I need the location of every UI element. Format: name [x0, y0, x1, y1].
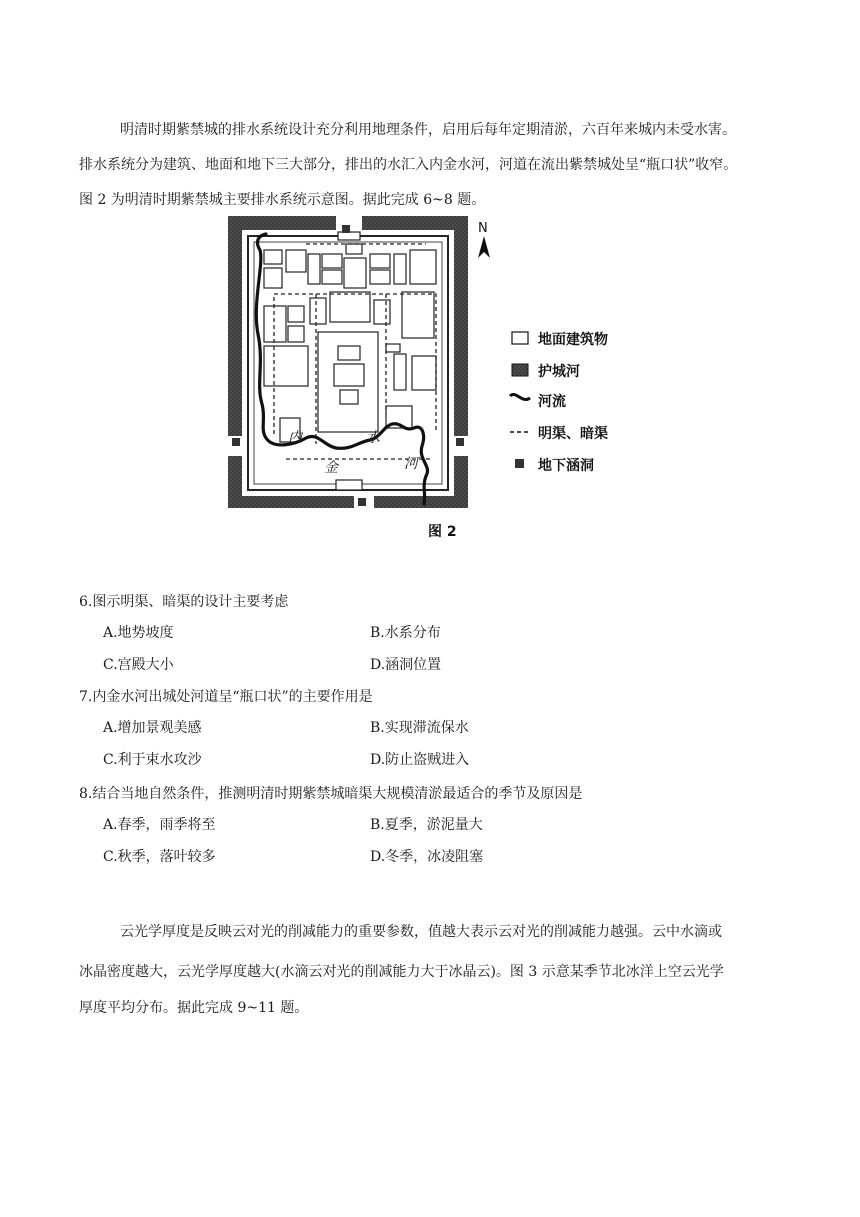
legend-label-channel: 明渠、暗渠: [538, 426, 608, 442]
question-8-stem: 8.结合当地自然条件，推测明清时期紫禁城暗渠大规模清淤最适合的季节及原因是: [79, 786, 583, 802]
legend-label-building: 地面建筑物: [538, 332, 608, 348]
river-char-2: 金: [324, 460, 338, 476]
legend-moat-icon: [512, 364, 528, 376]
figure-caption: 图 2: [428, 524, 457, 540]
passage1-line2: 排水系统分为建筑、地面和地下三大部分，排出的水汇入内金水河，河道在流出紫禁城处呈“瓶口状”收窄。: [79, 157, 738, 173]
svg-text:N: N: [478, 221, 488, 236]
q8-option-a[interactable]: A.春季，雨季将至: [103, 817, 216, 833]
question-7-stem: 7.内金水河出城处河道呈“瓶口状”的主要作用是: [79, 689, 373, 705]
q6-option-c[interactable]: C.宫殿大小: [103, 657, 174, 673]
passage2-line3: 厚度平均分布。据此完成 9~11 题。: [79, 1000, 309, 1016]
legend-river-icon: [510, 394, 530, 399]
q7-option-b[interactable]: B.实现滞流保水: [370, 720, 469, 736]
q6-option-d[interactable]: D.涵洞位置: [370, 657, 442, 673]
passage1-line1: 明清时期紫禁城的排水系统设计充分利用地理条件，启用后每年定期清淤，六百年来城内未受水害。: [120, 122, 736, 138]
legend-culvert-icon: [515, 459, 524, 468]
legend-label-river: 河流: [538, 394, 566, 410]
river-char-4: 河: [404, 456, 418, 472]
river-char-1: 内: [288, 430, 302, 446]
q6-option-b[interactable]: B.水系分布: [370, 625, 441, 641]
legend-label-moat: 护城河: [538, 364, 580, 380]
legend-label-culvert: 地下涵洞: [538, 458, 594, 474]
north-arrow-icon: [478, 221, 490, 258]
q8-option-c[interactable]: C.秋季，落叶较多: [103, 849, 216, 865]
passage2-line1: 云光学厚度是反映云对光的削减能力的重要参数，值越大表示云对光的削减能力越强。云中水滴或: [120, 924, 722, 940]
figure-2-drainage-map: [226, 214, 646, 544]
river-char-3: 水: [366, 430, 380, 446]
legend: [510, 331, 608, 474]
passage1-line3: 图 2 为明清时期紫禁城主要排水系统示意图。据此完成 6~8 题。: [79, 192, 486, 208]
legend-building-icon: [512, 332, 528, 344]
q8-option-b[interactable]: B.夏季，淤泥量大: [370, 817, 483, 833]
q8-option-d[interactable]: D.冬季，冰凌阻塞: [370, 849, 484, 865]
question-6-stem: 6.图示明渠、暗渠的设计主要考虑: [79, 594, 289, 610]
q7-option-a[interactable]: A.增加景观美感: [103, 720, 202, 736]
passage2-line2: 冰晶密度越大，云光学厚度越大(水滴云对光的削减能力大于冰晶云)。图 3 示意某季节北冰洋上空云光学: [79, 964, 724, 980]
q6-option-a[interactable]: A.地势坡度: [103, 625, 174, 641]
q7-option-d[interactable]: D.防止盗贼进入: [370, 752, 470, 768]
q7-option-c[interactable]: C.利于束水攻沙: [103, 752, 202, 768]
